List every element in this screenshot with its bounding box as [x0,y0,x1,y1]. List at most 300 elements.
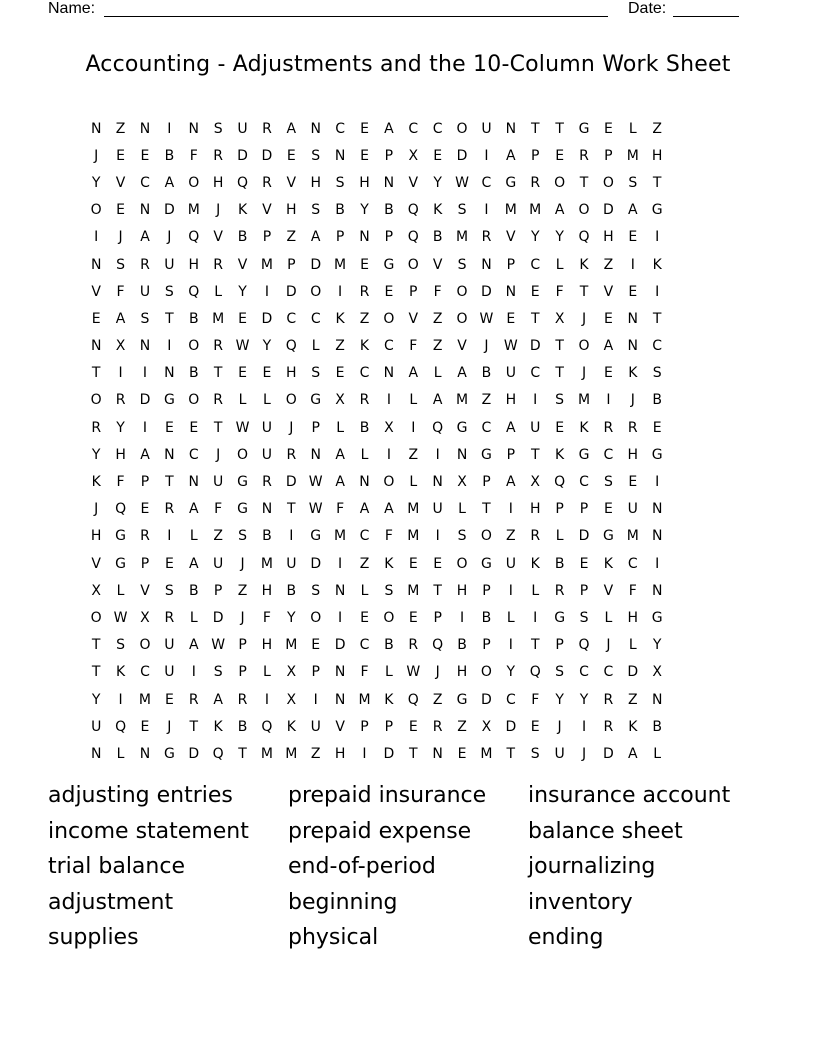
grid-letter: H [188,256,200,273]
grid-letter: X [530,474,541,491]
grid-letter: X [286,664,297,681]
grid-row [84,713,732,740]
word-list-item: prepaid expense [288,818,472,844]
grid-letter: K [579,419,589,436]
date-label: Date: [628,0,667,17]
grid-letter: H [261,582,273,599]
grid-letter: T [555,120,564,137]
grid-letter: V [262,202,272,219]
grid-letter: S [652,365,662,382]
grid-letter: H [90,528,102,545]
grid-letter: N [90,338,102,355]
grid-letter: I [655,229,660,246]
grid-letter: A [628,745,638,762]
grid-letter: C [359,528,370,545]
grid-letter: E [164,419,174,436]
grid-letter: N [310,446,321,463]
grid-letter: S [530,745,540,762]
grid-letter: P [140,474,150,491]
grid-letter: H [456,582,468,599]
grid-letter: N [651,528,663,545]
grid-letter: E [140,147,150,164]
grid-letter: J [289,419,294,436]
grid-letter: I [386,446,391,463]
grid-letter: E [140,501,150,518]
grid-letter: T [530,310,540,327]
grid-letter: H [603,229,614,246]
grid-letter: N [651,582,663,599]
grid-letter: H [261,637,273,654]
grid-letter: T [91,637,101,654]
grid-letter: S [311,582,321,599]
grid-letter: F [116,474,125,491]
grid-letter: M [334,528,347,545]
grid-letter: P [506,256,516,273]
grid-letter: O [602,174,614,191]
grid-letter: Q [407,202,419,219]
grid-letter: K [237,202,248,219]
grid-letter: T [238,745,247,762]
grid-letter: D [188,745,200,762]
grid-letter: J [484,338,489,355]
grid-letter: L [653,745,662,762]
grid-letter: L [555,528,564,545]
grid-letter: O [456,310,468,327]
grid-row [84,604,732,631]
grid-letter: N [139,202,151,219]
grid-letter: P [579,501,589,518]
grid-letter: C [140,664,150,681]
grid-letter: I [459,609,465,626]
grid-letter: M [260,256,273,273]
grid-letter: U [213,474,224,491]
grid-letter: R [262,474,272,491]
grid-letter: U [286,555,297,572]
grid-letter: L [555,256,564,273]
grid-letter: V [115,174,126,191]
grid-letter: R [359,392,370,409]
grid-letter: C [408,120,419,137]
word-list-item: supplies [48,925,139,951]
grid-letter: V [237,256,248,273]
grid-letter: O [383,609,395,626]
grid-letter: A [506,474,516,491]
word-list-item: end-of-period [288,854,436,880]
grid-letter: D [481,283,492,300]
grid-row [84,278,732,305]
grid-letter: H [627,446,639,463]
grid-letter: J [630,392,635,409]
word-list-item: insurance account [528,783,731,808]
grid-letter: N [359,474,370,491]
grid-letter: R [359,283,370,300]
grid-letter: U [505,555,516,572]
grid-letter: V [408,310,419,327]
grid-letter: V [603,582,614,599]
grid-letter: L [531,582,540,599]
grid-row [84,523,732,550]
grid-row [84,197,732,224]
grid-letter: O [188,338,200,355]
grid-letter: M [577,392,591,409]
grid-letter: R [554,582,565,599]
grid-letter: Q [529,664,541,681]
grid-letter: J [216,202,221,219]
grid-letter: W [455,174,469,191]
grid-letter: Q [285,338,297,355]
grid-letter: L [238,392,247,409]
grid-letter: I [264,283,269,300]
grid-letter: C [335,120,345,137]
grid-letter: Z [213,528,223,545]
grid-letter: E [628,229,638,246]
grid-letter: S [116,256,126,273]
grid-letter: B [188,310,199,327]
grid-letter: O [285,392,297,409]
word-list-item: trial balance [48,854,185,880]
grid-letter: A [335,474,345,491]
grid-letter: Z [359,555,370,572]
grid-letter: C [310,310,321,327]
grid-letter: X [115,338,126,355]
grid-letter: A [213,691,223,708]
grid-letter: E [628,283,638,300]
grid-letter: K [384,555,394,572]
grid-letter: R [627,419,638,436]
word-list-item: adjustment [48,889,174,915]
word-list-item: balance sheet [528,818,683,844]
grid-letter: I [655,555,660,572]
grid-letter: A [384,120,394,137]
grid-letter: P [238,637,247,654]
grid-letter: Z [432,310,443,327]
grid-letter: H [115,446,126,463]
grid-letter: N [651,501,663,518]
grid-letter: D [261,310,273,327]
grid-letter: L [311,338,320,355]
grid-letter: Y [238,283,247,300]
grid-letter: R [432,718,443,735]
grid-letter: A [603,338,614,355]
grid-letter: A [188,637,199,654]
grid-letter: Y [506,664,516,681]
grid-letter: D [383,745,395,762]
grid-letter: I [508,501,513,518]
grid-letter: I [655,283,660,300]
grid-letter: A [457,365,467,382]
grid-letter: Z [408,446,419,463]
grid-letter: I [508,582,513,599]
grid-letter: O [188,174,200,191]
grid-letter: I [338,283,343,300]
grid-letter: P [238,664,247,681]
grid-row [84,632,732,659]
grid-letter: E [140,718,150,735]
grid-letter: Q [407,691,419,708]
grid-letter: G [163,392,175,409]
grid-letter: P [482,637,491,654]
grid-letter: G [237,501,248,518]
grid-letter: E [603,365,613,382]
grid-letter: J [606,637,611,654]
grid-letter: F [116,283,125,300]
grid-letter: Z [481,392,492,409]
grid-letter: G [554,609,566,626]
word-list-item: ending [528,925,604,951]
grid-letter: C [579,664,589,681]
grid-letter: O [578,338,590,355]
grid-row [84,387,732,414]
grid-letter: N [90,256,102,273]
grid-letter: M [358,691,371,708]
grid-letter: N [139,745,151,762]
grid-letter: S [311,202,321,219]
grid-letter: U [481,120,492,137]
grid-letter: T [433,582,442,599]
grid-letter: I [386,392,391,409]
grid-letter: W [235,419,250,436]
grid-letter: E [628,474,638,491]
grid-letter: R [164,609,175,626]
grid-letter: N [164,446,175,463]
grid-letter: J [94,501,99,518]
grid-letter: T [652,174,662,191]
grid-letter: B [432,229,443,246]
grid-letter: D [261,147,273,164]
grid-letter: C [603,446,614,463]
grid-letter: V [603,283,614,300]
grid-row [84,360,732,387]
grid-letter: Z [652,120,662,137]
grid-letter: U [261,446,273,463]
grid-letter: K [603,555,613,572]
grid-letter: F [433,283,442,300]
grid-letter: L [336,419,344,436]
grid-letter: L [116,745,125,762]
grid-letter: I [435,528,440,545]
grid-letter: S [457,528,467,545]
grid-letter: D [627,664,639,681]
grid-letter: I [191,664,196,681]
grid-letter: W [406,664,421,681]
grid-letter: I [362,745,367,762]
grid-letter: P [213,582,223,599]
grid-letter: Y [262,338,272,355]
grid-letter: C [481,174,492,191]
grid-letter: O [90,202,102,219]
grid-row [84,115,732,142]
grid-letter: K [286,718,296,735]
grid-letter: B [652,718,662,735]
grid-letter: A [188,555,199,572]
grid-letter: B [188,582,199,599]
grid-letter: S [457,256,467,273]
word-search-grid [84,115,732,768]
grid-letter: B [384,202,394,219]
grid-letter: A [506,419,516,436]
grid-letter: N [310,120,321,137]
grid-letter: O [456,283,468,300]
grid-letter: N [627,338,639,355]
grid-letter: N [139,120,151,137]
grid-letter: E [555,419,565,436]
grid-letter: J [581,745,587,762]
grid-letter: S [311,365,321,382]
grid-letter: H [310,174,321,191]
grid-letter: W [113,609,128,626]
grid-letter: T [189,718,199,735]
grid-letter: M [407,528,420,545]
grid-letter: N [90,745,102,762]
grid-letter: R [603,691,614,708]
grid-letter: P [409,283,418,300]
grid-letter: M [529,202,542,219]
grid-letter: N [383,174,395,191]
grid-letter: J [94,147,99,164]
grid-letter: T [579,174,589,191]
grid-letter: B [335,202,345,219]
grid-letter: R [188,691,199,708]
grid-letter: U [164,256,175,273]
grid-letter: V [432,256,443,273]
grid-letter: F [336,501,345,518]
grid-letter: N [505,283,517,300]
grid-letter: K [555,446,565,463]
grid-letter: C [383,338,394,355]
grid-letter: Q [237,174,249,191]
grid-letter: E [603,501,613,518]
grid-letter: G [481,555,492,572]
grid-letter: M [187,202,200,219]
grid-letter: K [115,664,126,681]
grid-letter: I [142,419,148,436]
grid-letter: N [359,229,370,246]
grid-letter: B [237,718,248,735]
grid-letter: A [554,202,565,219]
header-line [48,0,748,20]
grid-letter: E [262,365,272,382]
grid-letter: U [261,419,273,436]
grid-letter: B [652,392,662,409]
grid-letter: X [652,664,662,681]
grid-letter: P [579,582,589,599]
grid-letter: G [456,419,468,436]
grid-letter: A [188,501,199,518]
grid-letter: P [604,147,613,164]
grid-letter: D [212,609,224,626]
grid-row [84,251,732,278]
grid-letter: W [211,637,226,654]
grid-letter: D [285,474,297,491]
grid-letter: I [581,718,587,735]
grid-letter: X [335,392,345,409]
grid-letter: G [310,392,322,409]
grid-letter: N [432,745,443,762]
grid-letter: N [164,365,175,382]
grid-letter: G [505,174,517,191]
name-field-line [104,16,608,17]
grid-letter: Q [432,419,444,436]
grid-row [84,305,732,332]
grid-letter: R [603,419,614,436]
grid-letter: Q [188,229,200,246]
grid-letter: N [456,446,468,463]
grid-letter: I [289,528,294,545]
grid-letter: P [555,501,564,518]
grid-letter: S [164,582,174,599]
grid-letter: T [506,745,516,762]
grid-letter: I [606,392,611,409]
grid-letter: M [285,637,298,654]
grid-letter: B [237,229,248,246]
grid-row [84,142,732,169]
grid-letter: R [262,174,272,191]
grid-letter: Y [287,609,296,626]
grid-letter: E [506,310,516,327]
grid-letter: S [164,283,174,300]
grid-letter: M [626,528,639,545]
grid-letter: X [554,310,565,327]
grid-letter: P [384,718,394,735]
grid-letter: I [508,637,513,654]
grid-letter: G [310,528,322,545]
grid-letter: Y [579,691,589,708]
grid-letter: V [140,582,150,599]
grid-letter: Q [578,229,590,246]
grid-letter: K [628,718,638,735]
grid-letter: P [311,419,320,436]
grid-letter: F [555,283,564,300]
grid-letter: L [409,474,418,491]
grid-letter: Q [261,718,273,735]
grid-letter: I [118,365,123,382]
grid-letter: S [628,174,638,191]
grid-letter: E [189,419,199,436]
grid-letter: Z [335,338,345,355]
grid-row [84,169,732,196]
grid-letter: L [628,120,637,137]
grid-letter: X [140,609,150,626]
word-list-item: income statement [48,818,249,844]
grid-letter: R [115,392,126,409]
grid-letter: Y [91,174,101,191]
grid-letter: A [628,202,638,219]
grid-letter: Q [115,718,127,735]
grid-letter: J [581,310,587,327]
grid-letter: U [91,718,102,735]
grid-letter: B [384,637,394,654]
grid-letter: N [334,582,346,599]
grid-letter: R [481,229,492,246]
grid-letter: A [506,147,516,164]
grid-letter: P [433,609,442,626]
grid-row [84,659,732,686]
grid-letter: M [285,745,298,762]
grid-letter: R [140,256,150,273]
grid-row [84,468,732,495]
grid-letter: W [235,338,250,355]
grid-letter: G [237,474,248,491]
grid-letter: C [652,338,663,355]
grid-letter: N [334,664,346,681]
grid-letter: E [238,365,247,382]
grid-letter: N [261,501,273,518]
grid-letter: P [531,147,540,164]
grid-letter: C [481,419,492,436]
grid-letter: K [91,474,101,491]
grid-letter: B [554,555,565,572]
grid-letter: G [602,528,614,545]
